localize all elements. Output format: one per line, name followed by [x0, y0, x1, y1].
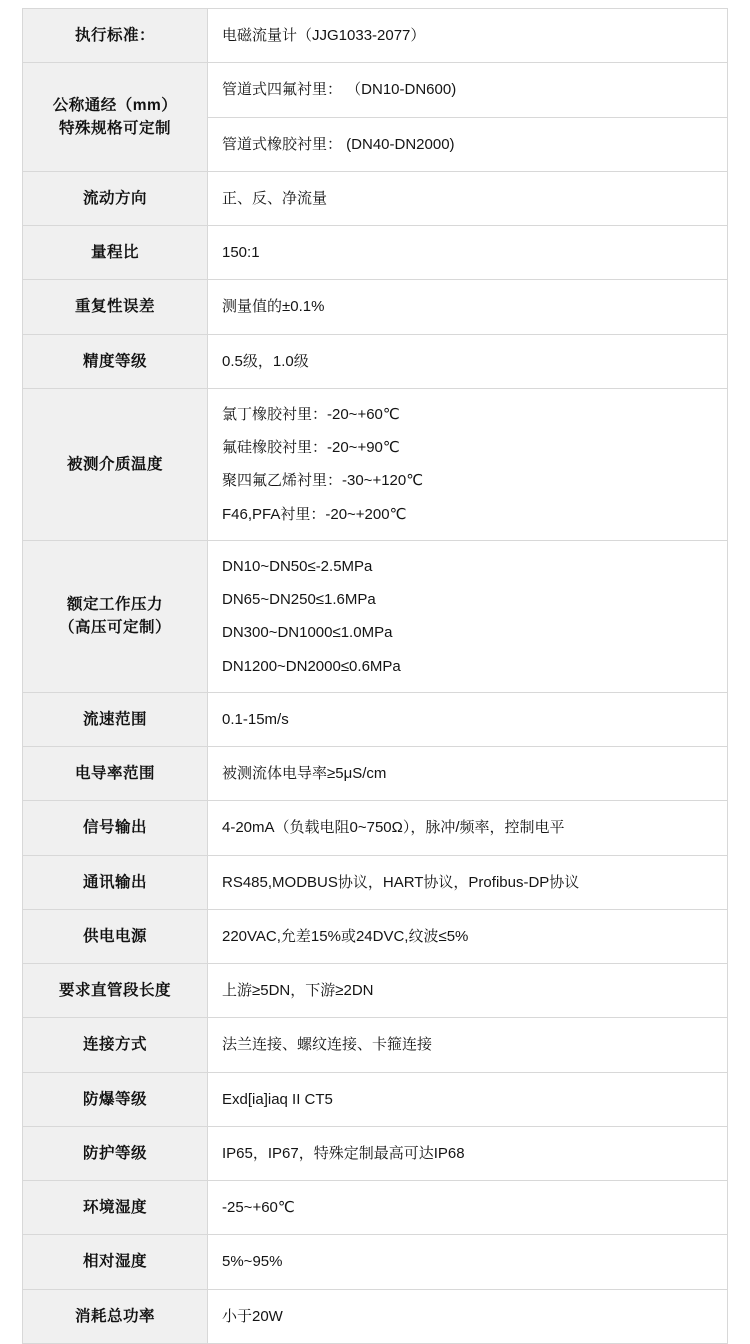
- row-label: [23, 1018, 208, 1072]
- table-row: [23, 801, 728, 855]
- label-line: 信号输出: [82, 819, 147, 837]
- value-line: Exd[ia]iaq II CT5: [222, 1090, 333, 1108]
- label-line: 环境湿度: [82, 1199, 147, 1216]
- value-line: 管道式四氟衬里： （DN10-DN600): [222, 81, 457, 99]
- row-value: [208, 1072, 728, 1126]
- table-row: [23, 1235, 728, 1289]
- row-label: [23, 9, 208, 63]
- row-label: [23, 692, 208, 746]
- row-label: [23, 855, 208, 909]
- label-line: 公称通经（mm）: [52, 96, 178, 114]
- row-label: [23, 63, 208, 172]
- label-line: 消耗总功率: [74, 1307, 155, 1325]
- value-line: 被测流体电导率≥5μS/cm: [222, 765, 387, 782]
- row-label: [23, 1289, 208, 1343]
- row-label: [23, 1181, 208, 1235]
- row-label: [23, 964, 208, 1018]
- row-value: [208, 692, 728, 746]
- table-row: [23, 1018, 728, 1072]
- table-row: [23, 747, 728, 801]
- label-line: 要求直管段长度: [58, 982, 171, 999]
- row-value: [208, 801, 728, 855]
- row-value: [208, 1235, 728, 1289]
- row-value: [208, 9, 728, 63]
- value-line: 0.1-15m/s: [222, 710, 289, 728]
- row-label: [23, 909, 208, 963]
- label-line: 特殊规格可定制: [58, 120, 171, 137]
- row-value: [208, 540, 728, 692]
- label-line: 通讯输出: [82, 873, 147, 891]
- label-line: 流速范围: [82, 710, 147, 728]
- row-value: [208, 1126, 728, 1180]
- label-line: 精度等级: [82, 352, 147, 370]
- row-value: [208, 63, 728, 117]
- value-line: -25~+60℃: [222, 1199, 295, 1216]
- table-row: [23, 1072, 728, 1126]
- row-label: [23, 226, 208, 280]
- value-line: 聚四氟乙烯衬里：-30~+120℃: [222, 472, 424, 490]
- value-line: 氯丁橡胶衬里：-20~+60℃: [222, 405, 400, 423]
- row-value: [208, 1181, 728, 1235]
- row-value: [208, 117, 728, 171]
- table-row: [23, 9, 728, 63]
- row-value: [208, 226, 728, 280]
- label-line: 流动方向: [82, 189, 147, 207]
- table-row: [23, 1126, 728, 1180]
- row-value: [208, 964, 728, 1018]
- value-line: 小于20W: [222, 1307, 283, 1325]
- row-label: [23, 280, 208, 334]
- row-value: [208, 171, 728, 225]
- row-value: [208, 1289, 728, 1343]
- table-row: [23, 964, 728, 1018]
- value-line: 150:1: [222, 244, 260, 261]
- row-value: [208, 747, 728, 801]
- table-body: [23, 9, 728, 1344]
- row-label: [23, 1072, 208, 1126]
- table-row: [23, 692, 728, 746]
- label-line: 执行标准：: [74, 27, 155, 44]
- row-value: [208, 855, 728, 909]
- label-line: 连接方式: [82, 1036, 147, 1054]
- value-line: 氟硅橡胶衬里：-20~+90℃: [222, 439, 400, 456]
- label-line: 防爆等级: [82, 1090, 147, 1108]
- table-row: [23, 1289, 728, 1343]
- row-label: [23, 388, 208, 540]
- row-label: [23, 171, 208, 225]
- table-row: [23, 63, 728, 117]
- value-line: 管道式橡胶衬里： (DN40-DN2000): [222, 135, 455, 153]
- row-value: [208, 909, 728, 963]
- table-row: [23, 280, 728, 334]
- row-label: [23, 801, 208, 855]
- row-label: [23, 1235, 208, 1289]
- label-line: 量程比: [90, 244, 139, 261]
- label-line: 被测介质温度: [66, 455, 163, 473]
- value-line: 正、反、净流量: [222, 189, 328, 207]
- specifications-table: [22, 8, 728, 1344]
- row-value: [208, 334, 728, 388]
- value-line: DN1200~DN2000≤0.6MPa: [222, 657, 401, 675]
- row-label: [23, 747, 208, 801]
- value-line: 测量值的±0.1%: [222, 298, 325, 316]
- value-line: 电磁流量计（JJG1033-2077）: [222, 27, 426, 44]
- row-value: [208, 388, 728, 540]
- label-line: 额定工作压力: [66, 596, 163, 613]
- table-row: [23, 855, 728, 909]
- value-line: 法兰连接、螺纹连接、卡箍连接: [222, 1036, 433, 1054]
- table-row: [23, 909, 728, 963]
- value-line: DN300~DN1000≤1.0MPa: [222, 624, 393, 642]
- row-value: [208, 280, 728, 334]
- table-row: [23, 388, 728, 540]
- label-line: 防护等级: [82, 1144, 147, 1162]
- value-line: 0.5级，1.0级: [222, 352, 309, 370]
- value-line: DN65~DN250≤1.6MPa: [222, 591, 376, 608]
- value-line: 上游≥5DN，下游≥2DN: [222, 982, 374, 999]
- table-row: [23, 226, 728, 280]
- value-line: F46,PFA衬里：-20~+200℃: [222, 505, 407, 523]
- row-value: [208, 1018, 728, 1072]
- label-line: 重复性误差: [74, 298, 155, 316]
- value-line: 220VAC,允差15%或24DVC,纹波≤5%: [222, 927, 469, 945]
- label-line: 相对湿度: [82, 1253, 147, 1271]
- table-row: [23, 1181, 728, 1235]
- value-line: IP65，IP67，特殊定制最高可达IP68: [222, 1144, 465, 1162]
- label-line: 供电电源: [82, 927, 147, 945]
- value-line: 5%~95%: [222, 1253, 283, 1271]
- table-row: [23, 540, 728, 692]
- label-line: 电导率范围: [74, 765, 155, 782]
- value-line: DN10~DN50≤-2.5MPa: [222, 557, 373, 575]
- value-line: 4-20mA（负载电阻0~750Ω），脉冲/频率，控制电平: [222, 819, 565, 837]
- row-label: [23, 1126, 208, 1180]
- row-label: [23, 334, 208, 388]
- table-row: [23, 334, 728, 388]
- value-line: RS485,MODBUS协议，HART协议，Profibus-DP协议: [222, 873, 580, 891]
- row-label: [23, 540, 208, 692]
- table-row: [23, 171, 728, 225]
- label-line: （高压可定制）: [58, 619, 171, 637]
